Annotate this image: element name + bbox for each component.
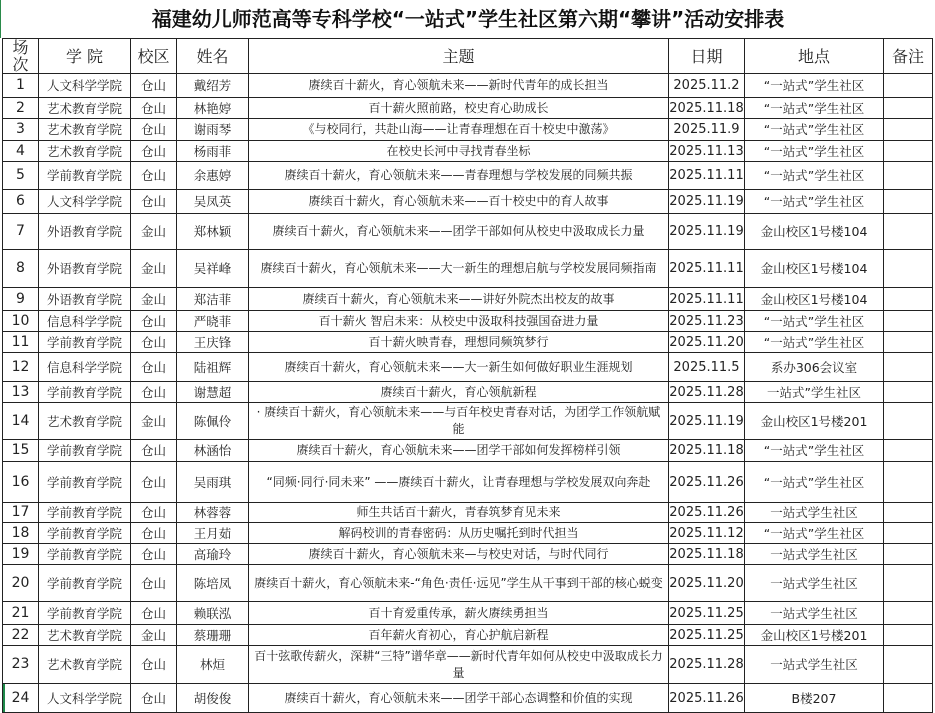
- cell-college[interactable]: 学前教育学院: [39, 162, 131, 190]
- header-date[interactable]: 日期: [669, 39, 745, 74]
- table-row: [3, 288, 933, 311]
- cell-college[interactable]: 艺术教育学院: [39, 141, 131, 162]
- cell-campus[interactable]: 仓山: [131, 98, 177, 119]
- cell-college[interactable]: 人文科学学院: [39, 190, 131, 214]
- cell-location[interactable]: 金山校区1号楼104: [745, 214, 884, 250]
- cell-date[interactable]: 2025.11.18: [669, 544, 745, 565]
- cell-campus[interactable]: 仓山: [131, 440, 177, 462]
- cell-college[interactable]: 学前教育学院: [39, 565, 131, 602]
- cell-location[interactable]: 金山校区1号楼201: [745, 625, 884, 646]
- cell-college[interactable]: 学前教育学院: [39, 382, 131, 403]
- cell-remarks[interactable]: [884, 332, 933, 353]
- cell-campus[interactable]: 仓山: [131, 544, 177, 565]
- cell-name[interactable]: 吴雨琪: [177, 462, 249, 503]
- document-title: 福建幼儿师范高等专科学校“一站式”学生社区第六期“攀讲”活动安排表: [0, 0, 935, 38]
- cell-location[interactable]: “一站式”学生社区: [745, 311, 884, 332]
- cell-location[interactable]: B楼207: [745, 684, 884, 713]
- cell-college[interactable]: 艺术教育学院: [39, 119, 131, 141]
- cell-name[interactable]: 高瑜玲: [177, 544, 249, 565]
- cell-session[interactable]: 19: [3, 544, 39, 565]
- cell-campus[interactable]: 金山: [131, 403, 177, 440]
- cell-date[interactable]: 2025.11.26: [669, 462, 745, 503]
- cell-campus[interactable]: 仓山: [131, 503, 177, 523]
- cell-name[interactable]: 郑洁菲: [177, 288, 249, 311]
- cell-date[interactable]: 2025.11.28: [669, 646, 745, 684]
- cell-theme[interactable]: 赓续百十薪火，育心领航未来——团学干部如何从校史中汲取成长力量: [249, 214, 669, 250]
- cell-location[interactable]: 金山校区1号楼104: [745, 288, 884, 311]
- cell-campus[interactable]: 仓山: [131, 462, 177, 503]
- cell-campus[interactable]: 仓山: [131, 523, 177, 544]
- cell-name[interactable]: 吴祥峰: [177, 250, 249, 288]
- table-row: [3, 190, 933, 214]
- cell-name[interactable]: 林艳婷: [177, 98, 249, 119]
- cell-session[interactable]: 16: [3, 462, 39, 503]
- cell-name[interactable]: 吴凤英: [177, 190, 249, 214]
- cell-session[interactable]: 4: [3, 141, 39, 162]
- cell-theme[interactable]: 赓续百十薪火，育心领航未来——百十校史中的育人故事: [249, 190, 669, 214]
- cell-remarks[interactable]: [884, 602, 933, 625]
- cell-college[interactable]: 外语教育学院: [39, 250, 131, 288]
- cell-theme[interactable]: 赓续百十薪火，育心领航未来—与校史对话，与时代同行: [249, 544, 669, 565]
- cell-name[interactable]: 郑林颖: [177, 214, 249, 250]
- table-row: [3, 523, 933, 544]
- cell-date[interactable]: 2025.11.12: [669, 523, 745, 544]
- cell-date[interactable]: 2025.11.9: [669, 119, 745, 141]
- cell-date[interactable]: 2025.11.20: [669, 332, 745, 353]
- cell-date[interactable]: 2025.11.18: [669, 98, 745, 119]
- cell-campus[interactable]: 仓山: [131, 190, 177, 214]
- header-session[interactable]: 场次: [3, 39, 39, 74]
- table-row: [3, 214, 933, 250]
- cell-session[interactable]: 9: [3, 288, 39, 311]
- table-row: [3, 332, 933, 353]
- cell-campus[interactable]: 仓山: [131, 353, 177, 382]
- cell-theme[interactable]: 赓续百十薪火，育心领航未来——大一新生如何做好职业生涯规划: [249, 353, 669, 382]
- cell-remarks[interactable]: [884, 625, 933, 646]
- cell-date[interactable]: 2025.11.19: [669, 190, 745, 214]
- cell-name[interactable]: 林涵怡: [177, 440, 249, 462]
- cell-session[interactable]: 21: [3, 602, 39, 625]
- header-location[interactable]: 地点: [745, 39, 884, 74]
- cell-date[interactable]: 2025.11.18: [669, 440, 745, 462]
- cell-theme[interactable]: “同频·同行·同未来” ——赓续百十薪火，让青春理想与学校发展双向奔赴: [249, 462, 669, 503]
- cell-name[interactable]: 余惠婷: [177, 162, 249, 190]
- cell-campus[interactable]: 金山: [131, 288, 177, 311]
- cell-college[interactable]: 外语教育学院: [39, 214, 131, 250]
- header-remarks[interactable]: 备注: [884, 39, 933, 74]
- cell-date[interactable]: 2025.11.19: [669, 214, 745, 250]
- cell-campus[interactable]: 仓山: [131, 684, 177, 713]
- cell-location[interactable]: 一站式学生社区: [745, 503, 884, 523]
- cell-date[interactable]: 2025.11.26: [669, 503, 745, 523]
- cell-date[interactable]: 2025.11.25: [669, 625, 745, 646]
- table-row: [3, 311, 933, 332]
- cell-campus[interactable]: 仓山: [131, 646, 177, 684]
- cell-remarks[interactable]: [884, 462, 933, 503]
- header-theme[interactable]: 主题: [249, 39, 669, 74]
- cell-remarks[interactable]: [884, 190, 933, 214]
- cell-campus[interactable]: 仓山: [131, 332, 177, 353]
- cell-date[interactable]: 2025.11.19: [669, 403, 745, 440]
- table-row: [3, 565, 933, 602]
- header-campus[interactable]: 校区: [131, 39, 177, 74]
- cell-college[interactable]: 人文科学学院: [39, 74, 131, 98]
- cell-location[interactable]: “一站式”学生社区: [745, 462, 884, 503]
- cell-date[interactable]: 2025.11.2: [669, 74, 745, 98]
- cell-session[interactable]: 22: [3, 625, 39, 646]
- cell-session[interactable]: 12: [3, 353, 39, 382]
- cell-theme[interactable]: 百十弦歌传薪火，深耕“三特”谱华章——新时代青年如何从校史中汲取成长力量: [249, 646, 669, 684]
- table-row: [3, 74, 933, 98]
- cell-campus[interactable]: 仓山: [131, 565, 177, 602]
- cell-name[interactable]: 陈佩伶: [177, 403, 249, 440]
- cell-theme[interactable]: 百十薪火 智启未来：从校史中汲取科技强国奋进力量: [249, 311, 669, 332]
- cell-theme[interactable]: 赓续百十薪火，育心领航未来——团学干部心态调整和价值的实现: [249, 684, 669, 713]
- cell-session[interactable]: 15: [3, 440, 39, 462]
- cell-theme[interactable]: 赓续百十薪火，育心领航未来——新时代青年的成长担当: [249, 74, 669, 98]
- cell-session[interactable]: 8: [3, 250, 39, 288]
- cell-campus[interactable]: 仓山: [131, 311, 177, 332]
- cell-date[interactable]: 2025.11.20: [669, 565, 745, 602]
- cell-name[interactable]: 王月茹: [177, 523, 249, 544]
- cell-theme[interactable]: 师生共话百十薪火，青春筑梦育见未来: [249, 503, 669, 523]
- cell-remarks[interactable]: [884, 74, 933, 98]
- cell-date[interactable]: 2025.11.25: [669, 602, 745, 625]
- cell-theme[interactable]: 赓续百十薪火，育心领航未来——青春理想与学校发展的同频共振: [249, 162, 669, 190]
- cell-campus[interactable]: 金山: [131, 625, 177, 646]
- cell-session[interactable]: 13: [3, 382, 39, 403]
- cell-theme[interactable]: 在校史长河中寻找青春坐标: [249, 141, 669, 162]
- cell-location[interactable]: 系办306会议室: [745, 353, 884, 382]
- table-row: [3, 544, 933, 565]
- schedule-table: [2, 38, 933, 713]
- cell-date[interactable]: 2025.11.11: [669, 288, 745, 311]
- cell-location[interactable]: “一站式”学生社区: [745, 523, 884, 544]
- cell-session[interactable]: 7: [3, 214, 39, 250]
- cell-date[interactable]: 2025.11.26: [669, 684, 745, 713]
- cell-name[interactable]: 严晓菲: [177, 311, 249, 332]
- cell-remarks[interactable]: [884, 646, 933, 684]
- cell-theme[interactable]: · 赓续百十薪火，育心领航未来——与百年校史青春对话，为团学工作领航赋能: [249, 403, 669, 440]
- cell-location[interactable]: 一站式学生社区: [745, 646, 884, 684]
- cell-remarks[interactable]: [884, 119, 933, 141]
- header-name[interactable]: 姓名: [177, 39, 249, 74]
- cell-campus[interactable]: 金山: [131, 250, 177, 288]
- cell-session[interactable]: 20: [3, 565, 39, 602]
- cell-name[interactable]: 蔡珊珊: [177, 625, 249, 646]
- cell-campus[interactable]: 仓山: [131, 141, 177, 162]
- cell-remarks[interactable]: [884, 403, 933, 440]
- cell-session[interactable]: 24: [3, 684, 39, 713]
- header-college[interactable]: 学 院: [39, 39, 131, 74]
- cell-location[interactable]: 一站式学生社区: [745, 544, 884, 565]
- table-row: [3, 503, 933, 523]
- cell-theme[interactable]: 赓续百十薪火，育心领航未来——讲好外院杰出校友的故事: [249, 288, 669, 311]
- cell-session[interactable]: 6: [3, 190, 39, 214]
- cell-location[interactable]: “一站式”学生社区: [745, 98, 884, 119]
- cell-location[interactable]: 金山校区1号楼104: [745, 250, 884, 288]
- table-row: [3, 353, 933, 382]
- table-row: [3, 141, 933, 162]
- cell-remarks[interactable]: [884, 311, 933, 332]
- cell-date[interactable]: 2025.11.5: [669, 353, 745, 382]
- cell-session[interactable]: 18: [3, 523, 39, 544]
- cell-name[interactable]: 胡俊俊: [177, 684, 249, 713]
- cell-remarks[interactable]: [884, 684, 933, 713]
- cell-location[interactable]: 一站式”学生社区: [745, 382, 884, 403]
- cell-theme[interactable]: 百年薪火育初心，育心护航启新程: [249, 625, 669, 646]
- table-row: [3, 162, 933, 190]
- cell-college[interactable]: 信息科学学院: [39, 311, 131, 332]
- table-row: [3, 250, 933, 288]
- cell-name[interactable]: 谢慧超: [177, 382, 249, 403]
- cell-name[interactable]: 林烜: [177, 646, 249, 684]
- cell-remarks[interactable]: [884, 162, 933, 190]
- cell-campus[interactable]: 仓山: [131, 602, 177, 625]
- cell-theme[interactable]: 百十薪火照前路，校史育心助成长: [249, 98, 669, 119]
- cell-name[interactable]: 林蓉蓉: [177, 503, 249, 523]
- table-row: [3, 602, 933, 625]
- cell-college[interactable]: 艺术教育学院: [39, 625, 131, 646]
- cell-campus[interactable]: 仓山: [131, 162, 177, 190]
- cell-name[interactable]: 陈培凤: [177, 565, 249, 602]
- cell-college[interactable]: 艺术教育学院: [39, 98, 131, 119]
- cell-name[interactable]: 戴绍芳: [177, 74, 249, 98]
- cell-college[interactable]: 学前教育学院: [39, 503, 131, 523]
- cell-remarks[interactable]: [884, 214, 933, 250]
- cell-college[interactable]: 学前教育学院: [39, 602, 131, 625]
- cell-college[interactable]: 信息科学学院: [39, 353, 131, 382]
- table-row: [3, 646, 933, 684]
- cell-college[interactable]: 学前教育学院: [39, 332, 131, 353]
- cell-college[interactable]: 人文科学学院: [39, 684, 131, 713]
- cell-theme[interactable]: 解码校训的青春密码：从历史嘱托到时代担当: [249, 523, 669, 544]
- cell-theme[interactable]: 赓续百十薪火，育心领航未来——大一新生的理想启航与学校发展同频指南: [249, 250, 669, 288]
- cell-name[interactable]: 谢雨琴: [177, 119, 249, 141]
- cell-location[interactable]: “一站式”学生社区: [745, 190, 884, 214]
- cell-theme[interactable]: 百十育爱重传承，薪火赓续勇担当: [249, 602, 669, 625]
- cell-name[interactable]: 赖联泓: [177, 602, 249, 625]
- table-row: [3, 403, 933, 440]
- cell-campus[interactable]: 仓山: [131, 119, 177, 141]
- cell-session[interactable]: 1: [3, 74, 39, 98]
- cell-remarks[interactable]: [884, 440, 933, 462]
- cell-college[interactable]: 学前教育学院: [39, 544, 131, 565]
- cell-theme[interactable]: 赓续百十薪火，育心领航未来——团学干部如何发挥榜样引领: [249, 440, 669, 462]
- cell-remarks[interactable]: [884, 382, 933, 403]
- cell-remarks[interactable]: [884, 250, 933, 288]
- cell-name[interactable]: 杨雨菲: [177, 141, 249, 162]
- cell-remarks[interactable]: [884, 98, 933, 119]
- table-row: [3, 119, 933, 141]
- cell-remarks[interactable]: [884, 141, 933, 162]
- cell-campus[interactable]: 仓山: [131, 74, 177, 98]
- cell-remarks[interactable]: [884, 544, 933, 565]
- cell-college[interactable]: 艺术教育学院: [39, 403, 131, 440]
- cell-session[interactable]: 17: [3, 503, 39, 523]
- cell-remarks[interactable]: [884, 523, 933, 544]
- cell-date[interactable]: 2025.11.13: [669, 141, 745, 162]
- cell-date[interactable]: 2025.11.23: [669, 311, 745, 332]
- table-row: [3, 462, 933, 503]
- cell-remarks[interactable]: [884, 353, 933, 382]
- table-row: [3, 98, 933, 119]
- cell-college[interactable]: 艺术教育学院: [39, 646, 131, 684]
- cell-session[interactable]: 10: [3, 311, 39, 332]
- table-row: [3, 684, 933, 713]
- cell-session[interactable]: 2: [3, 98, 39, 119]
- cell-location[interactable]: “一站式”学生社区: [745, 141, 884, 162]
- cell-location[interactable]: “一站式”学生社区: [745, 440, 884, 462]
- cell-college[interactable]: 学前教育学院: [39, 523, 131, 544]
- cell-college[interactable]: 外语教育学院: [39, 288, 131, 311]
- cell-location[interactable]: 一站式学生社区: [745, 565, 884, 602]
- table-row: [3, 440, 933, 462]
- cell-campus[interactable]: 金山: [131, 214, 177, 250]
- cell-session[interactable]: 11: [3, 332, 39, 353]
- cell-location[interactable]: “一站式”学生社区: [745, 119, 884, 141]
- cell-college[interactable]: 学前教育学院: [39, 462, 131, 503]
- cell-remarks[interactable]: [884, 503, 933, 523]
- cell-session[interactable]: 23: [3, 646, 39, 684]
- cell-name[interactable]: 王庆锋: [177, 332, 249, 353]
- cell-name[interactable]: 陆祖辉: [177, 353, 249, 382]
- cell-remarks[interactable]: [884, 565, 933, 602]
- cell-theme[interactable]: 赓续百十薪火，育心领航未来-“角色·责任·远见”学生从干事到干部的核心蜕变: [249, 565, 669, 602]
- cell-college[interactable]: 学前教育学院: [39, 440, 131, 462]
- cell-theme[interactable]: 赓续百十薪火，育心领航新程: [249, 382, 669, 403]
- cell-location[interactable]: “一站式”学生社区: [745, 162, 884, 190]
- cell-session[interactable]: 14: [3, 403, 39, 440]
- cell-location[interactable]: “一站式”学生社区: [745, 332, 884, 353]
- cell-theme[interactable]: 《与校同行，共赴山海——让青春理想在百十校史中激荡》: [249, 119, 669, 141]
- cell-date[interactable]: 2025.11.11: [669, 162, 745, 190]
- cell-date[interactable]: 2025.11.11: [669, 250, 745, 288]
- cell-remarks[interactable]: [884, 288, 933, 311]
- header-row: [3, 39, 933, 74]
- cell-location[interactable]: “一站式”学生社区: [745, 74, 884, 98]
- cell-session[interactable]: 5: [3, 162, 39, 190]
- table-row: [3, 625, 933, 646]
- cell-theme[interactable]: 百十薪火映青春，理想同频筑梦行: [249, 332, 669, 353]
- cell-session[interactable]: 3: [3, 119, 39, 141]
- table-row: [3, 382, 933, 403]
- cell-location[interactable]: 一站式学生社区: [745, 602, 884, 625]
- cell-campus[interactable]: 仓山: [131, 382, 177, 403]
- cell-date[interactable]: 2025.11.28: [669, 382, 745, 403]
- cell-location[interactable]: 金山校区1号楼201: [745, 403, 884, 440]
